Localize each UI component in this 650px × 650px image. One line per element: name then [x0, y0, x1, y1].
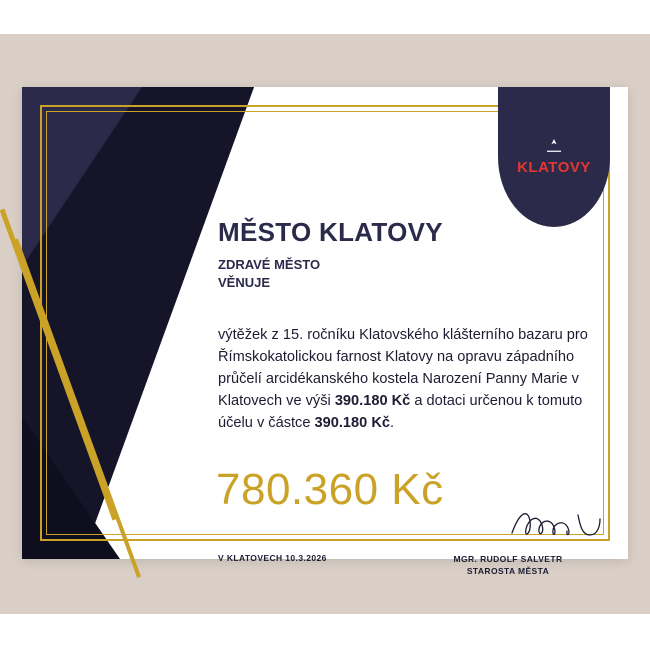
certificate-card — [22, 87, 628, 577]
body-amount-1: 390.180 Kč — [334, 392, 411, 409]
place-and-date: V KLATOVECH 10.3.2026 — [218, 553, 327, 563]
white-margin-top — [0, 0, 650, 34]
signatory-block — [428, 553, 588, 578]
klatovy-badge — [498, 87, 610, 227]
total-amount: 780.360 Kč — [216, 465, 444, 514]
signatory-name: MGR. RUDOLF SALVETR — [453, 554, 563, 564]
white-margin-bottom — [0, 614, 650, 650]
signatory-role: STAROSTA MĚSTA — [466, 566, 550, 577]
certificate-title: MĚSTO KLATOVY — [218, 217, 443, 247]
crown-mark-icon — [545, 139, 563, 153]
body-text-part-3: . — [390, 414, 395, 431]
body-text-part-1: výtěžek z 15. ročníku Klatovského klášterního bazaru pro Římskokatolickou farnost Klatovy na opravu západního průčelí arcidékanského kostela Narození Panny Marie v Klatovech ve výši — [218, 327, 588, 409]
certificate-subtitle-line-2: VĚNUJE — [218, 274, 271, 290]
signature-mark — [508, 501, 618, 549]
body-text-part-2: a dotaci určenou k tomuto účelu v částce — [218, 392, 583, 431]
certificate-body-text — [218, 325, 598, 434]
body-amount-2: 390.180 Kč — [314, 414, 390, 431]
certificate-subtitle-line-1: ZDRAVÉ MĚSTO — [218, 257, 321, 272]
certificate-heading-block — [218, 217, 590, 291]
klatovy-wordmark: KLATOVY — [517, 158, 591, 176]
